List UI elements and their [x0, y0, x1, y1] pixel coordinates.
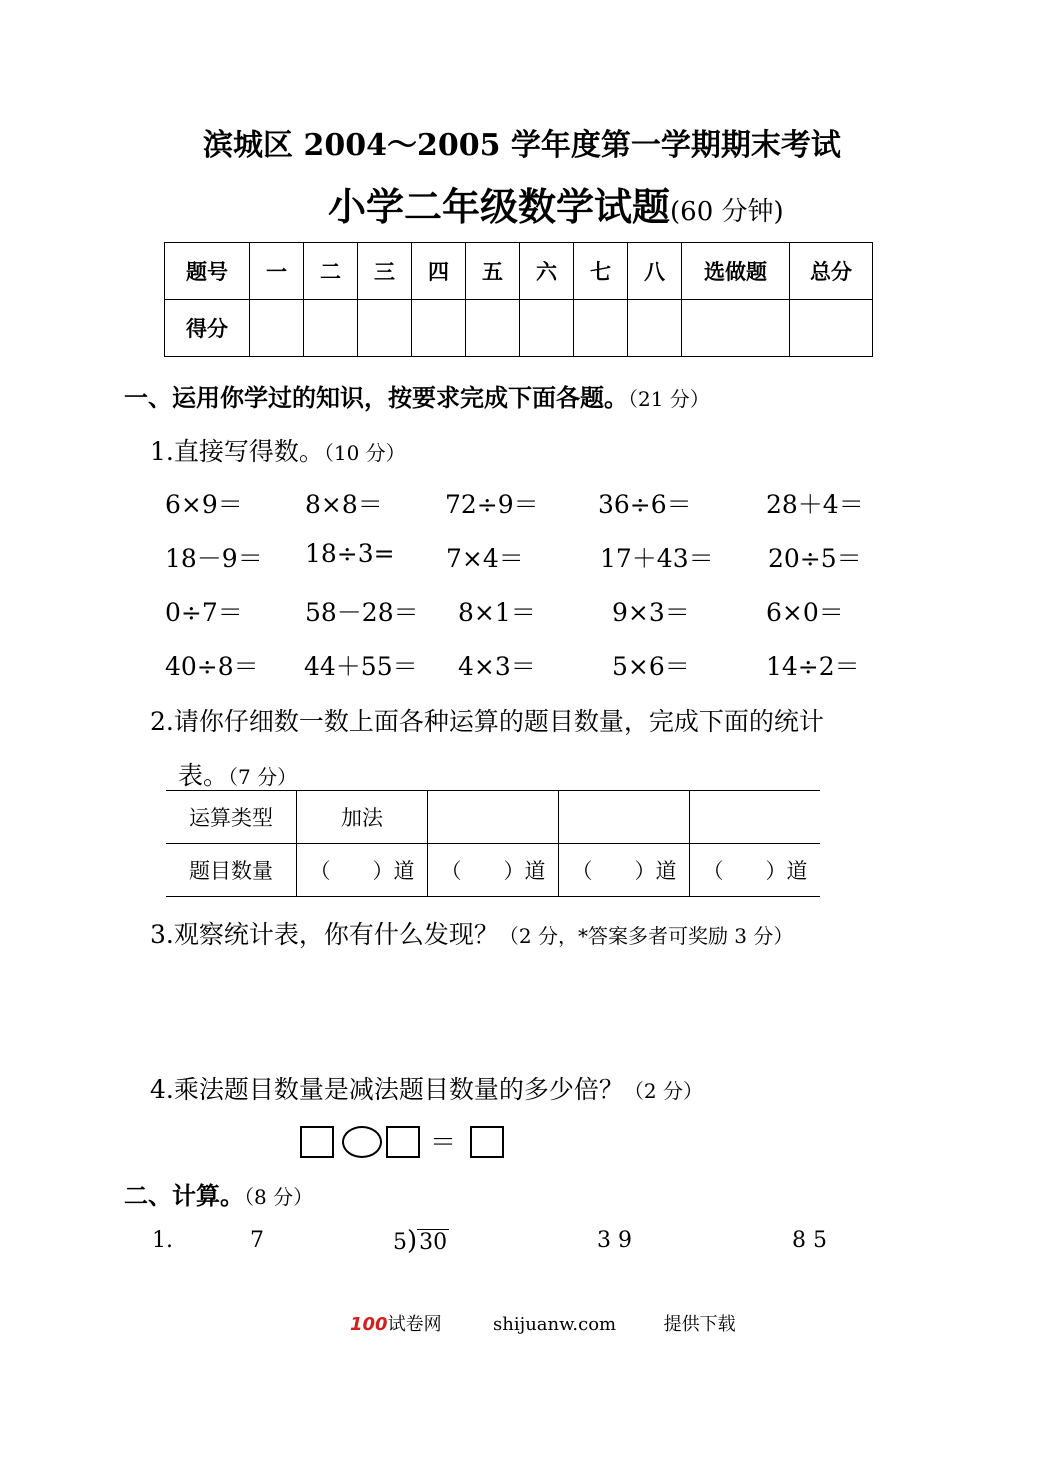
score-cell: 七: [574, 243, 628, 300]
equation: 7×4＝: [446, 544, 524, 573]
stat-count[interactable]: （ ）道: [559, 844, 690, 897]
equals-sign: ＝: [430, 1128, 457, 1158]
score-table: [164, 242, 873, 357]
calc-item: 3 9: [597, 1228, 632, 1253]
question-2-line2: [178, 756, 297, 792]
score-cell: 六: [520, 243, 574, 300]
stat-blank[interactable]: [690, 791, 821, 844]
equation: 4×3＝: [458, 652, 536, 681]
stat-type-row: [166, 791, 820, 844]
equation: 72÷9＝: [445, 490, 539, 519]
stat-count-row: [166, 844, 820, 897]
score-blank[interactable]: [520, 300, 574, 357]
q2-points: （7 分）: [228, 765, 298, 789]
q3-text: 3.观察统计表，你有什么发现？: [150, 920, 499, 949]
score-cell: 总分: [790, 243, 873, 300]
calc-item: 8 5: [792, 1228, 827, 1253]
question-3: [150, 915, 793, 951]
score-cell: 一: [250, 243, 304, 300]
q4-points: （2 分）: [623, 1079, 703, 1103]
site-name: 试卷网: [387, 1314, 442, 1335]
q3-points: （2 分，*答案多者可奖励 3 分）: [498, 924, 794, 948]
question-4: [150, 1070, 703, 1106]
equation: 0÷7＝: [165, 598, 243, 627]
score-blank[interactable]: [358, 300, 412, 357]
score-cell: 题号: [165, 243, 250, 300]
equation: 5×6＝: [612, 652, 690, 681]
equation: 14÷2＝: [766, 652, 860, 681]
equation: 40÷8＝: [165, 652, 259, 681]
score-blank[interactable]: [250, 300, 304, 357]
stat-cell: 运算类型: [166, 791, 297, 844]
stat-cell: 题目数量: [166, 844, 297, 897]
footer: [350, 1310, 736, 1336]
duration: (60 分钟): [670, 197, 784, 227]
q2-text: 表。: [178, 761, 229, 790]
score-blank[interactable]: [682, 300, 790, 357]
equation: 44＋55＝: [304, 652, 418, 681]
q1-points: （10 分）: [323, 441, 406, 465]
score-blank[interactable]: [574, 300, 628, 357]
question-2-line1: 2.请你仔细数一数上面各种运算的题目数量，完成下面的统计: [150, 707, 824, 736]
equation: 18÷3=: [305, 539, 395, 568]
stat-blank[interactable]: [428, 791, 559, 844]
section1-points: （21 分）: [628, 387, 710, 411]
score-value-row: [165, 300, 873, 357]
score-blank[interactable]: [466, 300, 520, 357]
statistics-table: [166, 790, 820, 897]
stat-count[interactable]: （ ）道: [428, 844, 559, 897]
score-cell: 三: [358, 243, 412, 300]
section1-heading: [124, 378, 710, 413]
equation: 6×9＝: [165, 490, 243, 519]
calc-item: 7: [250, 1228, 264, 1253]
stat-blank[interactable]: [559, 791, 690, 844]
dividend: 30: [419, 1230, 448, 1255]
equation: 17＋43＝: [600, 544, 714, 573]
stat-count[interactable]: （ ）道: [297, 844, 428, 897]
score-row-label: 得分: [165, 300, 250, 357]
q1-text: 1.直接写得数。: [150, 437, 324, 466]
equation: 8×8＝: [305, 490, 383, 519]
section1-title: 一、运用你学过的知识，按要求完成下面各题。: [124, 384, 628, 412]
score-blank[interactable]: [628, 300, 682, 357]
score-header-row: [165, 243, 873, 300]
site-domain[interactable]: shijuanw.com: [493, 1314, 617, 1335]
score-cell: 二: [304, 243, 358, 300]
exam-subtitle: [328, 176, 784, 231]
score-cell: 八: [628, 243, 682, 300]
question-1: [150, 432, 406, 468]
equation: 9×3＝: [612, 598, 690, 627]
equation: 20÷5＝: [768, 544, 862, 573]
exam-title: 滨城区 2004～2005 学年度第一学期期末考试: [203, 128, 841, 163]
score-cell: 五: [466, 243, 520, 300]
section2-title: 二、计算。: [124, 1182, 244, 1210]
equation: 8×1＝: [458, 598, 536, 627]
division-bracket: ): [407, 1226, 418, 1256]
score-cell: 四: [412, 243, 466, 300]
calc-item-label: 1.: [152, 1228, 173, 1253]
q4-text: 4.乘法题目数量是减法题目数量的多少倍？: [150, 1075, 624, 1104]
subtitle-text: 小学二年级数学试题: [328, 184, 671, 229]
score-blank[interactable]: [304, 300, 358, 357]
equation: 18－9＝: [165, 544, 263, 573]
section2-points: （8 分）: [244, 1185, 314, 1209]
answer-box[interactable]: [386, 1126, 420, 1158]
answer-box[interactable]: [470, 1126, 504, 1158]
divisor: 5: [393, 1230, 407, 1255]
equation: 36÷6＝: [598, 490, 692, 519]
site-logo: 100: [350, 1314, 388, 1335]
section2-heading: [124, 1176, 313, 1211]
score-blank[interactable]: [412, 300, 466, 357]
stat-count[interactable]: （ ）道: [690, 844, 821, 897]
equation: 28＋4＝: [766, 490, 864, 519]
answer-box[interactable]: [300, 1126, 334, 1158]
equation: 58－28＝: [305, 598, 419, 627]
score-blank[interactable]: [790, 300, 873, 357]
equation: 6×0＝: [766, 598, 844, 627]
long-division: [393, 1226, 449, 1256]
download-note: 提供下载: [663, 1314, 736, 1335]
score-cell: 选做题: [682, 243, 790, 300]
stat-cell: 加法: [297, 791, 428, 844]
operator-circle[interactable]: [342, 1126, 382, 1158]
